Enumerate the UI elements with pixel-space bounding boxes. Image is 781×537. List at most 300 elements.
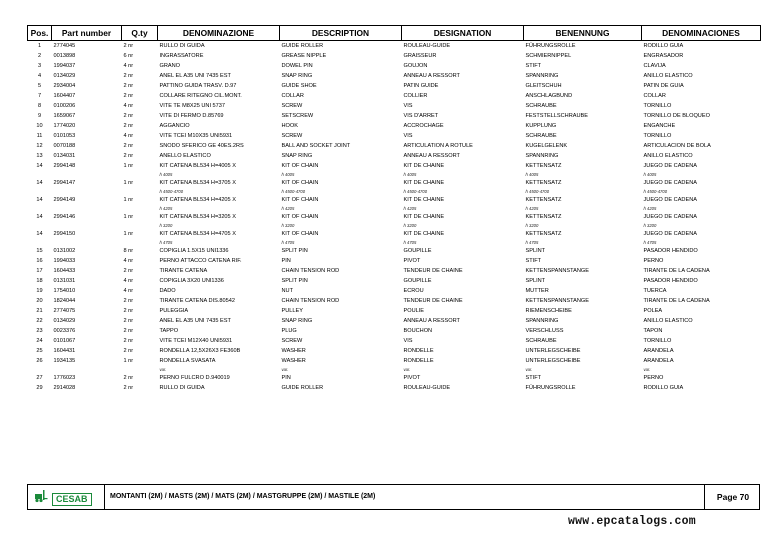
cell-qty: 2 nr (123, 43, 134, 49)
subcell-it: h 4500-4700 (159, 188, 184, 194)
cell-pn: 0134029 (53, 318, 76, 324)
cell-de: VERSCHLUSS (525, 328, 564, 334)
table-row (28, 151, 761, 161)
cell-it: KIT CATENA BL534 H=4005 X (159, 163, 236, 169)
table-row (28, 195, 761, 205)
subcell-qty (122, 171, 158, 178)
cell-de: SPLINT (525, 248, 546, 254)
cell-de: SPANNRING (525, 153, 559, 159)
col-header-qty: Q.ty (122, 26, 158, 41)
cell-pos: 10 (36, 123, 43, 129)
cell-es: JUEGO DE CADENA (643, 163, 697, 169)
cell-fr: TENDEUR DE CHAINE (403, 298, 463, 304)
cell-pos: 20 (36, 298, 43, 304)
cell-pos: 22 (36, 318, 43, 324)
cell-pos: 26 (36, 358, 43, 364)
cell-en: SNAP RING (281, 318, 313, 324)
cell-pn: 0134029 (53, 73, 76, 79)
subcell-en: h 4205 (281, 205, 295, 211)
cell-de: KETTENSATZ (525, 163, 562, 169)
cell-fr: BOUCHON (403, 328, 433, 334)
cell-qty: 2 nr (123, 93, 134, 99)
cell-es: TORNILLO (643, 133, 672, 139)
cell-en: SNAP RING (281, 73, 313, 79)
cell-pn: 2994146 (53, 214, 76, 220)
parts-sheet (27, 25, 760, 393)
cell-qty: 2 nr (123, 348, 134, 354)
parts-table (27, 25, 761, 393)
subcell-es: h 4205 (643, 205, 657, 211)
cell-fr: ANNEAU A RESSORT (403, 153, 460, 159)
cell-de: FÜHRUNGSROLLE (525, 385, 576, 391)
cell-it: PATTINO GUIDA TRASV. D.97 (159, 83, 237, 89)
cell-it: TIRANTE CATENA (159, 268, 208, 274)
subcell-qty (122, 222, 158, 229)
cell-qty: 2 nr (123, 385, 134, 391)
cell-fr: ACCROCHAGE (403, 123, 444, 129)
cell-qty: 2 nr (123, 338, 134, 344)
cell-fr: COLLIER (403, 93, 428, 99)
cell-es: ANILLO ELASTICO (643, 73, 693, 79)
cell-de: GLEITSCHUH (525, 83, 562, 89)
cell-qty: 1 nr (123, 163, 134, 169)
cell-en: KIT OF CHAIN (281, 197, 319, 203)
table-row (28, 373, 761, 383)
cell-pos: 7 (37, 93, 42, 99)
cell-fr: GOUPILLE (403, 278, 432, 284)
cell-fr: VIS (403, 103, 413, 109)
cell-pn: 0101053 (53, 133, 76, 139)
subcell-fr: h 4500-4700 (403, 188, 428, 194)
cell-pos: 1 (37, 43, 42, 49)
cell-en: PLUG (281, 328, 297, 334)
subcell-de: h 4005 (525, 171, 539, 177)
cell-pos: 14 (36, 214, 43, 220)
table-row (28, 336, 761, 346)
cell-de: KETTENSATZ (525, 231, 562, 237)
cell-de: RIEMENSCHEIBE (525, 308, 572, 314)
cell-it: SNODO SFERICO GE 40ES.2RS (159, 143, 244, 149)
subcell-pos (28, 366, 52, 373)
table-row (28, 91, 761, 101)
table-row (28, 131, 761, 141)
cell-qty: 2 nr (123, 83, 134, 89)
cell-en: GUIDE ROLLER (281, 43, 324, 49)
subcell-de: h 4500-4700 (525, 188, 550, 194)
cell-pn: 2774075 (53, 308, 76, 314)
col-header-description: DESCRIPTION (280, 26, 402, 41)
cell-fr: PATIN GUIDE (403, 83, 439, 89)
cell-es: TAPON (643, 328, 663, 334)
cell-en: KIT OF CHAIN (281, 163, 319, 169)
col-header-benennung: BENENNUNG (524, 26, 642, 41)
cell-pos: 9 (37, 113, 42, 119)
cell-es: RODILLO GUIA (643, 385, 684, 391)
footer-divider (104, 485, 105, 509)
cell-pos: 3 (37, 63, 42, 69)
cell-fr: KIT DE CHAINE (403, 214, 445, 220)
subcell-es: h 4705 (643, 239, 657, 245)
cell-de: KETTENSATZ (525, 197, 562, 203)
subcell-es: var. (643, 366, 651, 372)
table-subrow (28, 188, 761, 195)
table-row (28, 111, 761, 121)
cell-en: WASHER (281, 358, 306, 364)
cell-fr: ROULEAU-GUIDE (403, 43, 451, 49)
subcell-pos (28, 188, 52, 195)
cell-pos: 4 (37, 73, 42, 79)
cell-fr: VIS (403, 338, 413, 344)
table-header-row (28, 26, 761, 41)
cell-fr: ARTICULATION A ROTULE (403, 143, 473, 149)
col-header-part-number: Part number (52, 26, 122, 41)
cesab-logo (32, 488, 100, 508)
cell-fr: ECROU (403, 288, 424, 294)
cell-pos: 12 (36, 143, 43, 149)
cell-es: JUEGO DE CADENA (643, 214, 697, 220)
cell-en: PIN (281, 375, 291, 381)
cell-fr: PIVOT (403, 375, 421, 381)
table-body (28, 41, 761, 394)
cell-pn: 0101067 (53, 338, 76, 344)
cell-pn: 1934135 (53, 358, 76, 364)
table-row (28, 266, 761, 276)
cell-qty: 4 nr (123, 63, 134, 69)
subcell-pn (52, 366, 122, 373)
cell-en: GREASE NIPPLE (281, 53, 327, 59)
cell-pn: 1994033 (53, 258, 76, 264)
cell-it: COPIGLIA 1.5X15 UNI1336 (159, 248, 229, 254)
cell-es: TORNILLO (643, 103, 672, 109)
cell-pn: 2774045 (53, 43, 76, 49)
cell-pn: 0070188 (53, 143, 76, 149)
cell-pn: 1604407 (53, 93, 76, 99)
cell-it: KIT CATENA BL534 H=4205 X (159, 197, 236, 203)
forklift-icon (34, 489, 48, 503)
cell-it: AGGANCIO (159, 123, 190, 129)
cell-it: DADO (159, 288, 176, 294)
subcell-fr: h 4705 (403, 239, 417, 245)
table-subrow (28, 239, 761, 246)
col-header-designation: DESIGNATION (402, 26, 524, 41)
table-row (28, 51, 761, 61)
cell-es: TIRANTE DE LA CADENA (643, 268, 710, 274)
cell-en: BALL AND SOCKET JOINT (281, 143, 351, 149)
cell-fr: ROULEAU-GUIDE (403, 385, 451, 391)
cell-en: HOOK (281, 123, 298, 129)
cell-es: ARTICULACION DE BOLA (643, 143, 711, 149)
cell-pn: 1774020 (53, 123, 76, 129)
table-subrow (28, 205, 761, 212)
table-row (28, 61, 761, 71)
cell-de: SPANNRING (525, 73, 559, 79)
subcell-it: h 4005 (159, 171, 173, 177)
cell-de: MUTTER (525, 288, 549, 294)
cell-en: SPLIT PIN (281, 248, 308, 254)
col-header-denominaciones: DENOMINACIONES (642, 26, 761, 41)
cell-en: SCREW (281, 338, 303, 344)
cell-fr: KIT DE CHAINE (403, 180, 445, 186)
cell-qty: 4 nr (123, 103, 134, 109)
cell-es: ANILLO ELASTICO (643, 153, 693, 159)
subcell-pos (28, 205, 52, 212)
cell-de: KETTENSPANNSTANGE (525, 298, 590, 304)
cell-it: KIT CATENA BL534 H=3205 X (159, 214, 236, 220)
cell-fr: ANNEAU A RESSORT (403, 73, 460, 79)
cell-de: STIFT (525, 375, 542, 381)
table-row (28, 316, 761, 326)
cell-qty: 2 nr (123, 73, 134, 79)
cell-it: VITE DI FERMO D.85769 (159, 113, 224, 119)
cell-en: SNAP RING (281, 153, 313, 159)
cell-qty: 2 nr (123, 143, 134, 149)
cell-it: TAPPO (159, 328, 179, 334)
cell-qty: 4 nr (123, 288, 134, 294)
cell-qty: 2 nr (123, 123, 134, 129)
cell-pos: 21 (36, 308, 43, 314)
cell-qty: 1 nr (123, 214, 134, 220)
cell-en: PIN (281, 258, 291, 264)
subcell-fr: var. (403, 366, 411, 372)
cell-pos: 18 (36, 278, 43, 284)
cell-de: UNTERLEGSCHEIBE (525, 358, 581, 364)
cell-pos: 2 (37, 53, 42, 59)
cell-de: UNTERLEGSCHEIBE (525, 348, 581, 354)
cell-qty: 2 nr (123, 318, 134, 324)
cell-pn: 2994147 (53, 180, 76, 186)
cell-qty: 1 nr (123, 358, 134, 364)
cell-en: DOWEL PIN (281, 63, 313, 69)
cell-pos: 14 (36, 163, 43, 169)
cell-qty: 2 nr (123, 113, 134, 119)
cell-pos: 27 (36, 375, 43, 381)
cell-it: INGRASSATORE (159, 53, 204, 59)
watermark-url[interactable]: www.epcatalogs.com (568, 515, 696, 528)
cell-qty: 8 nr (123, 248, 134, 254)
subcell-en: var. (281, 366, 289, 372)
cell-en: KIT OF CHAIN (281, 214, 319, 220)
cell-en: COLLAR (281, 93, 304, 99)
subcell-en: h 3200 (281, 222, 295, 228)
section-title: MONTANTI (2M) / MASTS (2M) / MATS (2M) / MASTGRUPPE (2M) / MASTILE (2M) (110, 493, 376, 500)
cell-pn: 0131002 (53, 248, 76, 254)
cell-es: TIRANTE DE LA CADENA (643, 298, 710, 304)
cell-it: TIRANTE CATENA DIS.80542 (159, 298, 235, 304)
cell-en: SPLIT PIN (281, 278, 308, 284)
cell-pn: 0131031 (53, 278, 76, 284)
cell-de: KETTENSATZ (525, 214, 562, 220)
cell-en: CHAIN TENSION ROD (281, 268, 340, 274)
cell-it: RULLO DI GUIDA (159, 385, 205, 391)
cell-de: SPLINT (525, 278, 546, 284)
cell-pn: 1754010 (53, 288, 76, 294)
subcell-es: h 3200 (643, 222, 657, 228)
cell-en: PULLEY (281, 308, 303, 314)
cell-fr: VIS D'ARRET (403, 113, 439, 119)
cell-en: KIT OF CHAIN (281, 180, 319, 186)
cell-es: TORNILLO (643, 338, 672, 344)
subcell-en: h 4500-4700 (281, 188, 306, 194)
cell-en: GUIDE ROLLER (281, 385, 324, 391)
cell-pn: 0134031 (53, 153, 76, 159)
table-row (28, 121, 761, 131)
cell-fr: RONDELLE (403, 348, 434, 354)
cell-it: VITE TE M8X25 UNI 5737 (159, 103, 225, 109)
cell-de: SPANNRING (525, 318, 559, 324)
cell-qty: 2 nr (123, 298, 134, 304)
cell-en: SETSCREW (281, 113, 314, 119)
table-row (28, 383, 761, 393)
table-row (28, 326, 761, 336)
cell-es: ARANDELA (643, 358, 674, 364)
cell-fr: GRAISSEUR (403, 53, 437, 59)
cell-de: ANSCHLAGBUND (525, 93, 573, 99)
cell-fr: VIS (403, 133, 413, 139)
col-header-pos: Pos. (28, 26, 52, 41)
cell-it: KIT CATENA BL534 H=4705 X (159, 231, 236, 237)
cell-pos: 5 (37, 83, 42, 89)
table-row (28, 178, 761, 188)
subcell-qty (122, 188, 158, 195)
cell-de: KUGELGELENK (525, 143, 568, 149)
cell-de: KUPPLUNG (525, 123, 557, 129)
subcell-qty (122, 366, 158, 373)
subcell-fr: h 3200 (403, 222, 417, 228)
cell-it: COPIGLIA 3X20 UNI1336 (159, 278, 224, 284)
col-header-denominazione: DENOMINAZIONE (158, 26, 280, 41)
cell-en: KIT OF CHAIN (281, 231, 319, 237)
cell-es: RODILLO GUIA (643, 43, 684, 49)
subcell-pn (52, 205, 122, 212)
cell-pn: 2934004 (53, 83, 76, 89)
table-row (28, 101, 761, 111)
subcell-en: h 4005 (281, 171, 295, 177)
cell-it: ANEL EL A35 UNI 7435 EST (159, 73, 231, 79)
cell-es: PERNO (643, 375, 664, 381)
cell-pos: 23 (36, 328, 43, 334)
subcell-qty (122, 205, 158, 212)
cell-es: JUEGO DE CADENA (643, 231, 697, 237)
table-row (28, 356, 761, 366)
table-subrow (28, 222, 761, 229)
page-number: Page 70 (716, 492, 750, 502)
cell-qty: 1 nr (123, 231, 134, 237)
table-row (28, 141, 761, 151)
cell-es: PERNO (643, 258, 664, 264)
cell-qty: 2 nr (123, 153, 134, 159)
cell-qty: 4 nr (123, 133, 134, 139)
table-row (28, 286, 761, 296)
cell-it: VITE TCEI M12X40 UNI5931 (159, 338, 233, 344)
cell-pos: 11 (36, 133, 43, 139)
cell-pos: 15 (36, 248, 43, 254)
cell-it: PERNO ATTACCO CATENA RIF. (159, 258, 242, 264)
cell-pos: 13 (36, 153, 43, 159)
cell-de: SCHRAUBE (525, 338, 557, 344)
cell-pn: 1824044 (53, 298, 76, 304)
cell-de: KETTENSATZ (525, 180, 562, 186)
page-footer (27, 484, 760, 510)
subcell-it: h 4205 (159, 205, 173, 211)
cell-pn: 0013898 (53, 53, 76, 59)
cell-pn: 0100206 (53, 103, 76, 109)
cell-es: JUEGO DE CADENA (643, 197, 697, 203)
cell-es: ANILLO ELASTICO (643, 318, 693, 324)
cell-qty: 1 nr (123, 197, 134, 203)
cell-es: COLLAR (643, 93, 666, 99)
subcell-de: h 4705 (525, 239, 539, 245)
cell-es: PASADOR HENDIDO (643, 248, 698, 254)
subcell-fr: h 4005 (403, 171, 417, 177)
cell-it: RULLO DI GUIDA (159, 43, 205, 49)
cell-es: TUERCA (643, 288, 667, 294)
cell-pos: 14 (36, 197, 43, 203)
cell-qty: 2 nr (123, 268, 134, 274)
cell-en: WASHER (281, 348, 306, 354)
cell-pos: 14 (36, 180, 43, 186)
table-row (28, 161, 761, 171)
subcell-de: var. (525, 366, 533, 372)
cell-pos: 17 (36, 268, 43, 274)
cell-qty: 2 nr (123, 308, 134, 314)
cell-de: KETTENSPANNSTANGE (525, 268, 590, 274)
table-row (28, 212, 761, 222)
subcell-pos (28, 222, 52, 229)
cell-es: CLAVIJA (643, 63, 666, 69)
cell-de: FESTSTELLSCHRAUBE (525, 113, 588, 119)
cell-pn: 1604431 (53, 348, 76, 354)
cell-it: VITE TCEI M10X35 UNI5931 (159, 133, 233, 139)
subcell-it: h 4705 (159, 239, 173, 245)
cell-pn: 1776023 (53, 375, 76, 381)
cell-it: RONDELLA SVASATA (159, 358, 216, 364)
cell-pn: 1659067 (53, 113, 76, 119)
cell-fr: GOUJON (403, 63, 428, 69)
table-row (28, 81, 761, 91)
cell-es: ARANDELA (643, 348, 674, 354)
cell-pos: 24 (36, 338, 43, 344)
cell-it: KIT CATENA BL534 H=3705 X (159, 180, 236, 186)
cell-it: PULEGGIA (159, 308, 189, 314)
table-row (28, 256, 761, 266)
cell-es: ENGANCHE (643, 123, 676, 129)
cell-de: FÜHRUNGSROLLE (525, 43, 576, 49)
cell-es: POLEA (643, 308, 663, 314)
table-row (28, 346, 761, 356)
subcell-pn (52, 171, 122, 178)
table-row (28, 306, 761, 316)
subcell-en: h 4705 (281, 239, 295, 245)
cell-pos: 25 (36, 348, 43, 354)
table-subrow (28, 171, 761, 178)
subcell-es: h 4500-4700 (643, 188, 668, 194)
cell-it: RONDELLA 12,5X26X3 FE360B (159, 348, 241, 354)
cell-qty: 1 nr (123, 180, 134, 186)
cell-pos: 19 (36, 288, 43, 294)
cell-fr: KIT DE CHAINE (403, 163, 445, 169)
cell-de: SCHRAUBE (525, 133, 557, 139)
cell-pn: 2914028 (53, 385, 76, 391)
cell-en: SCREW (281, 103, 303, 109)
cell-fr: POULIE (403, 308, 425, 314)
subcell-pn (52, 188, 122, 195)
cell-pn: 2994149 (53, 197, 76, 203)
table-row (28, 41, 761, 52)
cell-pos: 14 (36, 231, 43, 237)
cell-de: SCHMIERNIPPEL (525, 53, 572, 59)
brand-name: CESAB (52, 493, 92, 506)
cell-fr: TENDEUR DE CHAINE (403, 268, 463, 274)
